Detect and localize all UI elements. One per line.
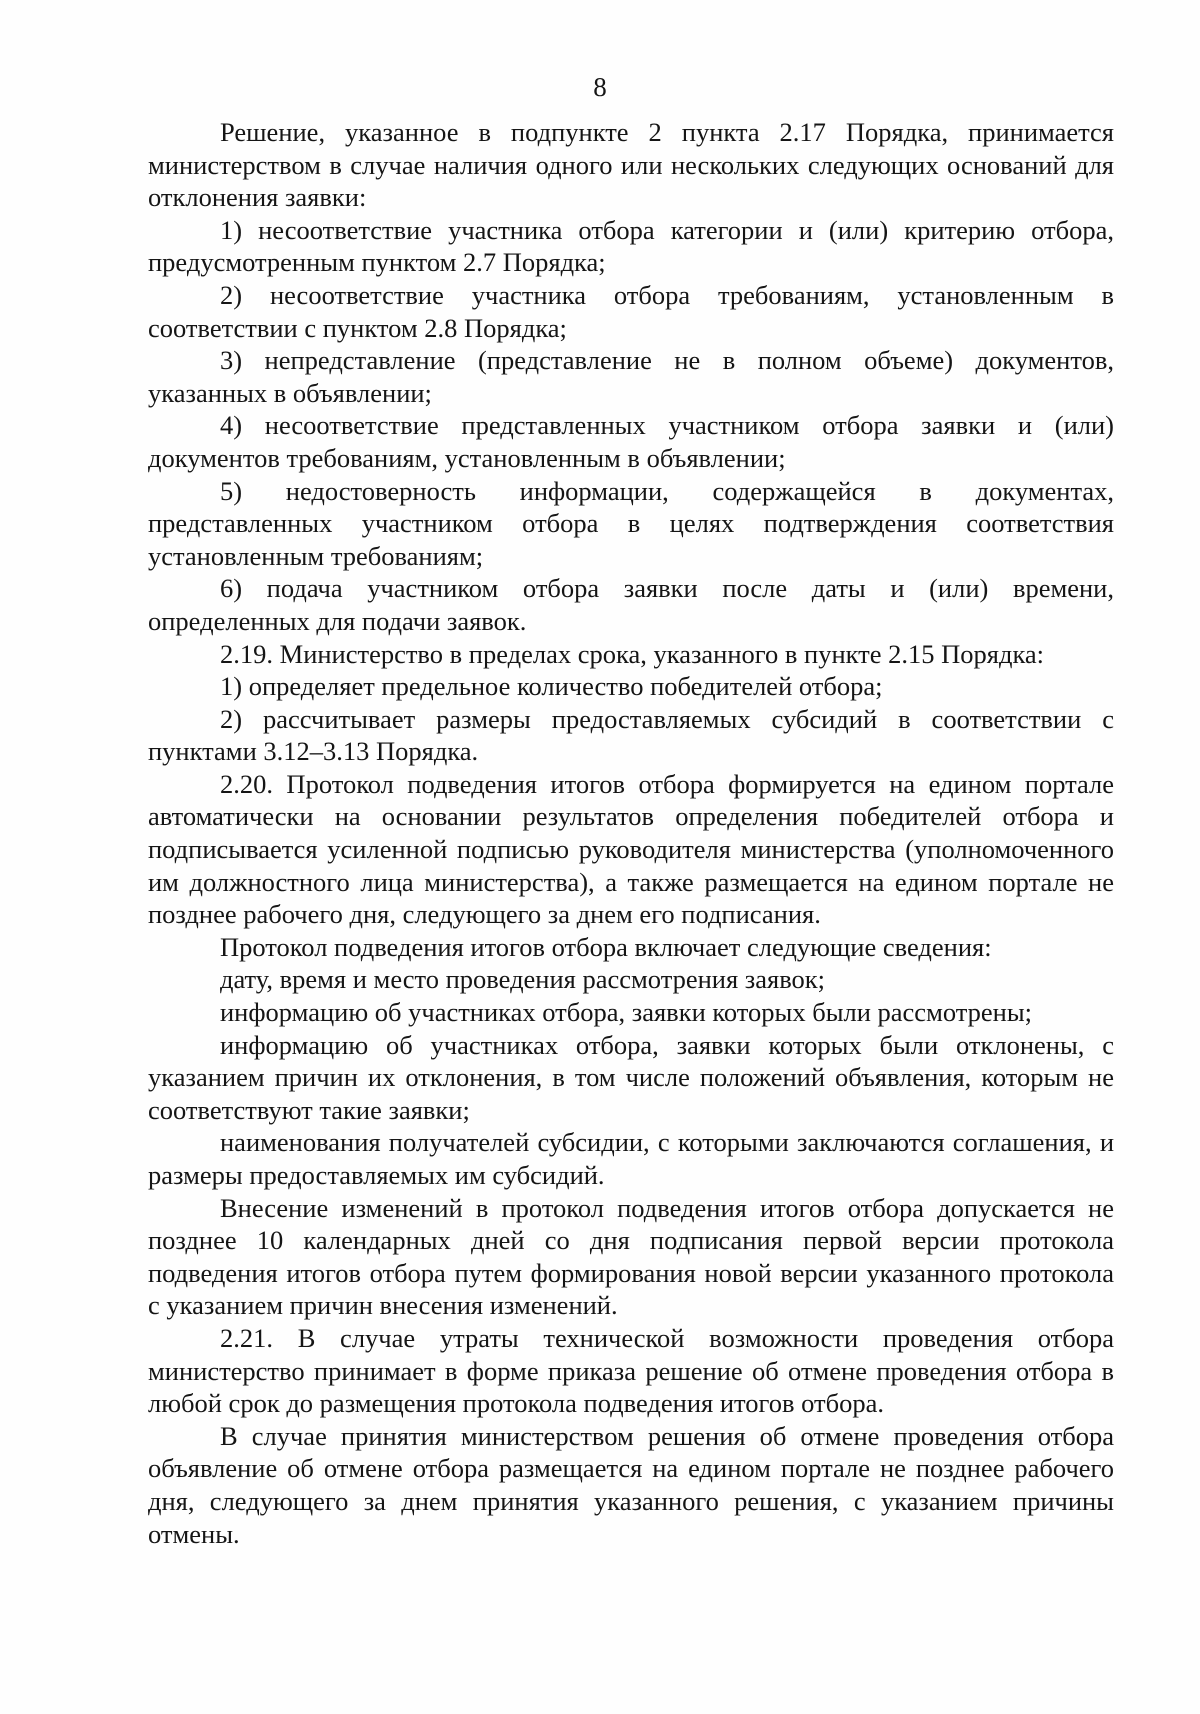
paragraph: 1) несоответствие участника отбора категории и (или) критерию отбора, предусмотренным пунктом 2.7 Порядка; [148, 214, 1114, 278]
paragraph: Внесение изменений в протокол подведения итогов отбора допускается не позднее 10 календарных дней со дня подписания первой версии протокола подведения итогов отбора путем формирования новой версии указанного протокола с указанием причин внесения изменений. [148, 1192, 1114, 1321]
page-number: 8 [593, 72, 607, 102]
paragraph: В случае принятия министерством решения об отмене проведения отбора объявление об отмене отбора размещается на едином портале не позднее рабочего дня, следующего за днем принятия указанного решения, с указанием причины отмены. [148, 1420, 1114, 1549]
paragraph: информацию об участниках отбора, заявки которых были рассмотрены; [220, 997, 1033, 1028]
paragraph: информацию об участниках отбора, заявки которых были отклонены, с указанием причин их отклонения, в том числе положений объявления, которым не соответствуют такие заявки; [148, 1029, 1114, 1125]
paragraph: 2.19. Министерство в пределах срока, указанного в пункте 2.15 Порядка: [220, 638, 1045, 669]
paragraph: дату, время и место проведения рассмотрения заявок; [220, 964, 826, 995]
paragraph: 6) подача участником отбора заявки после даты и (или) времени, определенных для подачи заявок. [148, 573, 1114, 636]
paragraph: 2.20. Протокол подведения итогов отбора формируется на едином портале автоматически на основании результатов определения победителей отбора и подписывается усиленной подписью руководителя министерства (уполномоченного им должностного лица министерства), а также размещается на едином портале не позднее рабочего дня, следующего за днем его подписания. [148, 768, 1114, 930]
paragraph: 5) недостоверность информации, содержащейся в документах, представленных участником отбора в целях подтверждения соответствия установленным требованиям; [148, 475, 1114, 571]
paragraph: 2.21. В случае утраты технической возможности проведения отбора министерство принимает в форме приказа решение об отмене проведения отбора в любой срок до размещения протокола подведения итогов отбора. [148, 1322, 1114, 1419]
paragraph: 2) несоответствие участника отбора требованиям, установленным в соответствии с пунктом 2.8 Порядка; [148, 279, 1114, 343]
paragraph: наименования получателей субсидии, с которыми заключаются соглашения, и размеры предоставляемых им субсидий. [148, 1127, 1114, 1190]
paragraph: 2) рассчитывает размеры предоставляемых субсидий в соответствии с пунктами 3.12–3.13 Порядка. [148, 703, 1114, 767]
paragraph: Решение, указанное в подпункте 2 пункта 2.17 Порядка, принимается министерством в случае наличия одного или нескольких следующих оснований для отклонения заявки: [148, 117, 1114, 213]
paragraph: Протокол подведения итогов отбора включает следующие сведения: [220, 931, 992, 962]
document-body [148, 116, 1114, 1550]
paragraph: 3) непредставление (представление не в полном объеме) документов, указанных в объявлении; [148, 345, 1114, 408]
paragraph: 1) определяет предельное количество победителей отбора; [220, 671, 883, 702]
paragraph: 4) несоответствие представленных участником отбора заявки и (или) документов требованиям, установленным в объявлении; [148, 410, 1114, 473]
